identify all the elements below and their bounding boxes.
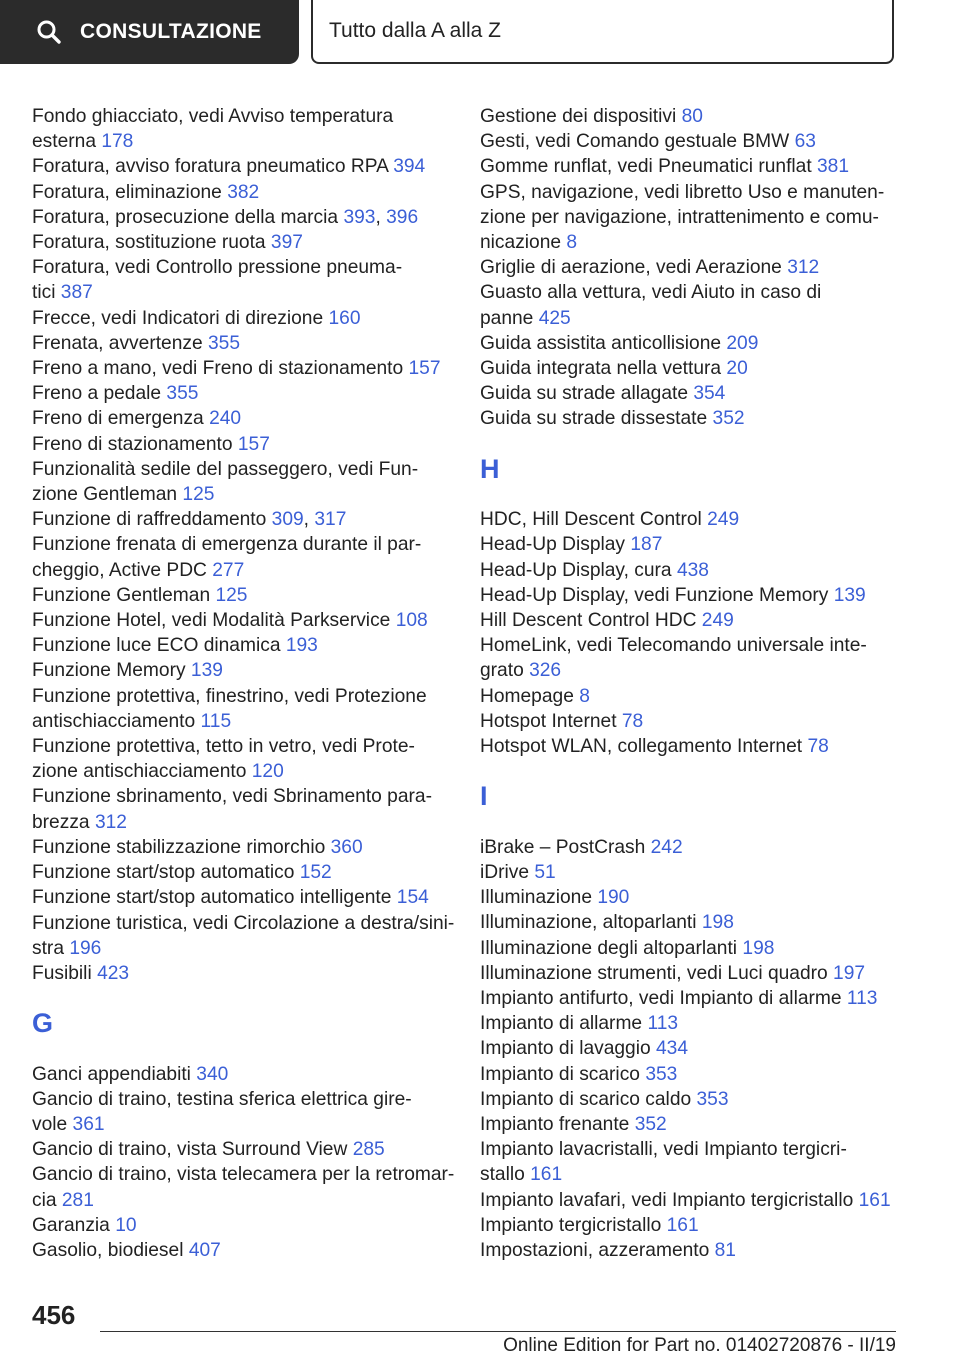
index-entry bbox=[32, 1062, 452, 1087]
index-entry bbox=[32, 406, 452, 431]
page-reference-link[interactable]: 154 bbox=[396, 887, 429, 909]
index-entry-text: zione per navigazione, intrattenimento e comu- bbox=[480, 206, 879, 228]
page-reference-link[interactable]: 78 bbox=[807, 736, 829, 758]
index-entry bbox=[480, 583, 900, 608]
page-reference-link[interactable]: 434 bbox=[656, 1038, 689, 1060]
index-entry bbox=[480, 1087, 900, 1112]
index-entry bbox=[32, 734, 452, 759]
page-reference-link[interactable]: 381 bbox=[817, 156, 850, 178]
page-reference-link[interactable]: 209 bbox=[726, 332, 759, 354]
index-entry-text: Hotspot WLAN, collegamento Internet bbox=[480, 736, 803, 758]
index-entry bbox=[32, 356, 452, 381]
page-reference-link[interactable]: 285 bbox=[352, 1139, 385, 1161]
index-entry-text: Head-Up Display, cura bbox=[480, 559, 672, 581]
index-entry-text: Impianto di scarico caldo bbox=[480, 1088, 692, 1110]
index-entry bbox=[480, 1011, 900, 1036]
page-reference-link[interactable]: 197 bbox=[833, 962, 866, 984]
index-entry-text: zione Gentleman bbox=[32, 484, 178, 506]
index-entry-continuation bbox=[32, 1112, 452, 1137]
index-entry-text: stra bbox=[32, 937, 64, 959]
index-entry bbox=[480, 280, 900, 305]
page-reference-link[interactable]: 355 bbox=[208, 332, 241, 354]
page-reference-link[interactable]: 352 bbox=[712, 408, 745, 430]
index-entry bbox=[480, 986, 900, 1011]
index-entry: Funzione di raffreddamento 309, 317 bbox=[32, 509, 347, 531]
index-entry bbox=[32, 255, 452, 280]
page-reference-link[interactable]: 242 bbox=[650, 836, 683, 858]
index-entry-text: Funzione luce ECO dinamica bbox=[32, 635, 281, 657]
index-entry-text: Illuminazione, altoparlanti bbox=[480, 912, 697, 934]
index-entry-text: stallo bbox=[480, 1164, 525, 1186]
index-entry bbox=[32, 532, 452, 557]
index-entry-text: Funzione stabilizzazione rimorchio bbox=[32, 836, 326, 858]
index-entry bbox=[480, 356, 900, 381]
page-reference-link[interactable]: 120 bbox=[251, 761, 284, 783]
index-entry bbox=[32, 1162, 455, 1187]
index-entry-continuation bbox=[480, 306, 900, 331]
index-entry-text: Hill Descent Control HDC bbox=[480, 610, 697, 632]
index-entry-text: Impostazioni, azzeramento bbox=[480, 1240, 710, 1262]
index-entry-text: Funzione protettiva, tetto in vetro, vedi Prote- bbox=[32, 736, 415, 758]
page-reference-link[interactable]: 317 bbox=[314, 509, 347, 531]
index-entry bbox=[480, 633, 900, 658]
index-entry-text: Fusibili bbox=[32, 962, 92, 984]
index-entry-text: Foratura, eliminazione bbox=[32, 181, 222, 203]
index-entry bbox=[480, 936, 900, 961]
page-reference-link[interactable]: 139 bbox=[190, 660, 223, 682]
index-entry bbox=[480, 885, 900, 910]
page-reference-link[interactable]: 352 bbox=[634, 1114, 667, 1136]
page-reference-link[interactable]: 178 bbox=[101, 131, 134, 153]
index-entry-text: Garanzia bbox=[32, 1214, 110, 1236]
index-entry-text: Funzione Memory bbox=[32, 660, 186, 682]
page-reference-link[interactable]: 249 bbox=[701, 610, 734, 632]
index-letter-heading: H bbox=[480, 453, 500, 484]
page-reference-link[interactable]: 382 bbox=[227, 181, 260, 203]
index-entry bbox=[32, 835, 452, 860]
page-reference-link[interactable]: 198 bbox=[742, 937, 775, 959]
index-entry bbox=[480, 835, 900, 860]
index-entry-text: Guida su strade allagate bbox=[480, 383, 688, 405]
page-reference-link[interactable]: 387 bbox=[60, 282, 93, 304]
index-entry-text: Guida integrata nella vettura bbox=[480, 358, 722, 380]
page-reference-link[interactable]: 360 bbox=[330, 836, 363, 858]
index-entry-continuation bbox=[32, 558, 452, 583]
page-reference-link[interactable]: 277 bbox=[212, 559, 245, 581]
page-reference-link[interactable]: 108 bbox=[395, 610, 428, 632]
footer-divider bbox=[100, 1331, 896, 1332]
index-entry-text: Guida assistita anticollisione bbox=[480, 332, 722, 354]
index-entry-text: Frecce, vedi Indicatori di direzione bbox=[32, 307, 324, 329]
index-entry-text: Ganci appendiabiti bbox=[32, 1063, 191, 1085]
page-reference-link[interactable]: 425 bbox=[538, 307, 571, 329]
index-entry bbox=[480, 381, 900, 406]
index-entry bbox=[480, 1112, 900, 1137]
index-entry bbox=[32, 154, 452, 179]
index-entry-text: iDrive bbox=[480, 862, 530, 883]
index-entry bbox=[32, 180, 452, 205]
index-entry-text: Funzione start/stop automatico bbox=[32, 862, 295, 884]
index-entry bbox=[32, 1213, 452, 1238]
index-entry bbox=[480, 684, 900, 709]
index-entry-text: grato bbox=[480, 660, 524, 682]
index-entry-text: antischiacciamento bbox=[32, 710, 196, 732]
index-entry-text: Funzione start/stop automatico intelligente bbox=[32, 887, 392, 909]
index-entry bbox=[480, 1036, 900, 1061]
chapter-title-tab bbox=[311, 0, 894, 64]
index-entry-continuation bbox=[480, 205, 900, 230]
index-entry bbox=[32, 331, 452, 356]
page-reference-link[interactable]: 8 bbox=[579, 685, 590, 707]
page-reference-link[interactable]: 340 bbox=[196, 1063, 229, 1085]
index-letter-heading: I bbox=[480, 781, 488, 812]
index-entry-continuation bbox=[32, 810, 452, 835]
page-reference-link[interactable]: 113 bbox=[647, 1013, 679, 1035]
page-reference-link[interactable]: 393 bbox=[343, 206, 376, 228]
index-entry-text: Impianto frenante bbox=[480, 1114, 630, 1136]
index-entry-text: Illuminazione strumenti, vedi Luci quadro bbox=[480, 962, 828, 984]
index-entry bbox=[32, 230, 452, 255]
index-entry bbox=[480, 734, 900, 759]
index-entry-continuation bbox=[32, 482, 452, 507]
index-entry-text: panne bbox=[480, 307, 534, 329]
page-reference-link[interactable]: 312 bbox=[94, 811, 127, 833]
index-entry bbox=[480, 331, 900, 356]
index-entry-continuation bbox=[32, 759, 452, 784]
page-reference-link[interactable]: 397 bbox=[270, 232, 303, 254]
index-entry-text: Illuminazione degli altoparlanti bbox=[480, 937, 738, 959]
page-reference-link[interactable]: 8 bbox=[566, 232, 578, 254]
index-entry-text: Freno di stazionamento bbox=[32, 433, 233, 455]
index-entry bbox=[32, 381, 452, 406]
index-entry-text: Funzione frenata di emergenza durante il par- bbox=[32, 534, 422, 556]
index-entry-text: nicazione bbox=[480, 232, 562, 254]
index-entry-text: cia bbox=[32, 1189, 57, 1211]
index-entry-text: HomeLink, vedi Telecomando universale inte- bbox=[480, 635, 867, 657]
index-entry-text: Funzione di raffreddamento bbox=[32, 509, 267, 531]
page-reference-link[interactable]: 249 bbox=[707, 509, 740, 531]
index-entry bbox=[480, 129, 900, 154]
index-entry bbox=[480, 910, 900, 935]
index-entry-text: GPS, navigazione, vedi libretto Uso e manuten- bbox=[480, 181, 885, 203]
index-column-left bbox=[32, 104, 455, 1263]
index-entry bbox=[32, 911, 455, 936]
page-reference-link[interactable]: 312 bbox=[787, 257, 820, 279]
index-entry-text: Funzione turistica, vedi Circolazione a destra/sini- bbox=[32, 912, 455, 934]
index-column-right bbox=[480, 104, 900, 1263]
index-entry bbox=[32, 306, 452, 331]
index-entry bbox=[480, 507, 900, 532]
page-reference-link[interactable]: 80 bbox=[681, 106, 703, 127]
page-reference-link[interactable]: 361 bbox=[72, 1114, 105, 1136]
index-entry-text: Impianto antifurto, vedi Impianto di allarme bbox=[480, 988, 842, 1010]
index-entry bbox=[480, 860, 900, 885]
index-entry-text: Impianto lavafari, vedi Impianto tergicristallo bbox=[480, 1189, 854, 1211]
index-entry-text: Freno a pedale bbox=[32, 383, 162, 405]
index-entry-text: Head-Up Display, vedi Funzione Memory bbox=[480, 584, 829, 606]
page-reference-link[interactable]: 78 bbox=[621, 710, 644, 732]
index-entry bbox=[32, 633, 452, 658]
footer-edition-text: Online Edition for Part no. 01402720876 - II/19 bbox=[503, 1335, 896, 1356]
index-entry bbox=[480, 1062, 900, 1087]
index-entry-text: tici bbox=[32, 282, 56, 304]
index-entry-text: Funzione Hotel, vedi Modalità Parkservice bbox=[32, 610, 391, 632]
page-reference-link[interactable]: 355 bbox=[166, 383, 199, 405]
header bbox=[0, 0, 960, 66]
page-reference-link[interactable]: 396 bbox=[386, 206, 419, 228]
index-entry bbox=[32, 658, 452, 683]
index-entry-text: Foratura, prosecuzione della marcia bbox=[32, 206, 339, 228]
index-entry-continuation bbox=[480, 230, 900, 255]
index-entry-text: Guida su strade dissestate bbox=[480, 408, 708, 430]
page-reference-link[interactable]: 281 bbox=[61, 1189, 94, 1211]
index-entry bbox=[32, 432, 452, 457]
index-entry-text: Gancio di traino, vista Surround View bbox=[32, 1139, 348, 1161]
index-entry bbox=[32, 860, 452, 885]
index-entry-text: Foratura, sostituzione ruota bbox=[32, 232, 266, 254]
page-reference-link[interactable]: 152 bbox=[299, 862, 332, 884]
index-entry-text: HDC, Hill Descent Control bbox=[480, 509, 702, 531]
index-entry bbox=[32, 684, 452, 709]
page-reference-link[interactable]: 187 bbox=[630, 534, 663, 556]
index-entry bbox=[480, 709, 900, 734]
index-entry-continuation bbox=[32, 280, 452, 305]
index-entry bbox=[480, 255, 900, 280]
index-entry bbox=[480, 180, 900, 205]
page-reference-link[interactable]: 423 bbox=[97, 962, 130, 984]
index-entry-text: Impianto tergicristallo bbox=[480, 1214, 662, 1236]
index-entry bbox=[32, 104, 452, 129]
page-reference-link[interactable]: 157 bbox=[237, 433, 270, 455]
index-entry-text: Impianto di scarico bbox=[480, 1063, 640, 1085]
index-entry-text: Impianto lavacristalli, vedi Impianto tergicri- bbox=[480, 1139, 847, 1161]
index-entry-continuation bbox=[480, 658, 900, 683]
page-reference-link[interactable]: 161 bbox=[858, 1189, 891, 1211]
page-reference-link[interactable]: 394 bbox=[393, 156, 426, 178]
index-entry-text: Funzione sbrinamento, vedi Sbrinamento para- bbox=[32, 786, 432, 808]
index-entry bbox=[480, 104, 900, 129]
index-entry bbox=[480, 1238, 900, 1263]
page-reference-link[interactable]: 193 bbox=[285, 635, 318, 657]
index-entry-text: Gancio di traino, testina sferica elettrica gire- bbox=[32, 1088, 412, 1110]
page-reference-link[interactable]: 354 bbox=[693, 383, 726, 405]
index-entry-text: Impianto di lavaggio bbox=[480, 1038, 651, 1060]
index-entry bbox=[32, 885, 452, 910]
page-reference-link[interactable]: 160 bbox=[328, 307, 361, 329]
page-reference-link[interactable]: 198 bbox=[701, 912, 734, 934]
index-entry bbox=[480, 154, 900, 179]
index-entry bbox=[32, 961, 452, 986]
search-icon bbox=[36, 19, 62, 45]
index-entry bbox=[480, 532, 900, 557]
index-entry-text: iBrake – PostCrash bbox=[480, 836, 646, 858]
index-entry-text: Foratura, vedi Controllo pressione pneuma- bbox=[32, 257, 403, 279]
index-entry-continuation bbox=[32, 1188, 452, 1213]
index-entry-text: Head-Up Display bbox=[480, 534, 626, 556]
index-entry bbox=[480, 1188, 900, 1213]
page-number: 456 bbox=[32, 1300, 76, 1330]
page-reference-link[interactable]: 125 bbox=[215, 584, 248, 606]
index-entry-text: Funzione Gentleman bbox=[32, 584, 211, 606]
index-entry-text: Homepage bbox=[480, 685, 574, 707]
page-reference-link[interactable]: 353 bbox=[696, 1088, 729, 1110]
index-entry-text: Foratura, avviso foratura pneumatico RPA bbox=[32, 156, 388, 178]
page-reference-link[interactable]: 309 bbox=[271, 509, 304, 531]
page-reference-link[interactable]: 63 bbox=[794, 131, 816, 153]
index-entry-text: Freno a mano, vedi Freno di stazionamento bbox=[32, 358, 404, 380]
index-entry bbox=[32, 784, 452, 809]
page-reference-link[interactable]: 157 bbox=[408, 358, 441, 380]
index-entry bbox=[32, 608, 452, 633]
index-entry bbox=[32, 583, 452, 608]
page-reference-link[interactable]: 407 bbox=[188, 1240, 221, 1262]
index-entry-text: Frenata, avvertenze bbox=[32, 332, 203, 354]
page-reference-link[interactable]: 161 bbox=[666, 1214, 699, 1236]
page-reference-link[interactable]: 161 bbox=[530, 1164, 563, 1186]
index-entry-text: Griglie di aerazione, vedi Aerazione bbox=[480, 257, 782, 279]
page-reference-link[interactable]: 326 bbox=[529, 660, 562, 682]
index-entry-text: Freno di emergenza bbox=[32, 408, 204, 430]
page-reference-link[interactable]: 190 bbox=[597, 887, 630, 909]
index-entry-text: Gancio di traino, vista telecamera per la retromar- bbox=[32, 1164, 455, 1186]
index-entry-text: cheggio, Active PDC bbox=[32, 559, 207, 581]
index-entry bbox=[480, 558, 900, 583]
index-entry bbox=[32, 1087, 452, 1112]
index-entry-continuation bbox=[32, 936, 452, 961]
index-entry-text: Gasolio, biodiesel bbox=[32, 1240, 184, 1262]
index-entry-text: Impianto di allarme bbox=[480, 1013, 643, 1035]
section-label: CONSULTAZIONE bbox=[80, 20, 262, 43]
index-entry-continuation bbox=[32, 129, 452, 154]
index-entry-text: Gomme runflat, vedi Pneumatici runflat bbox=[480, 156, 812, 178]
page-reference-link[interactable]: 353 bbox=[645, 1063, 678, 1085]
index-entry-text: Gesti, vedi Comando gestuale BMW bbox=[480, 131, 790, 153]
page-reference-link[interactable]: 438 bbox=[676, 559, 709, 581]
index-entry bbox=[480, 608, 900, 633]
index-entry-continuation bbox=[32, 709, 452, 734]
page-reference-link[interactable]: 20 bbox=[726, 358, 748, 380]
index-entry bbox=[32, 1137, 452, 1162]
index-letter-heading: G bbox=[32, 1008, 54, 1039]
page-reference-link[interactable]: 139 bbox=[833, 584, 866, 606]
index-entry: Foratura, prosecuzione della marcia 393, 396 bbox=[32, 206, 419, 228]
index-entry-text: Hotspot Internet bbox=[480, 710, 617, 732]
index-entry bbox=[480, 961, 900, 986]
index-entry-text: Funzione protettiva, finestrino, vedi Protezione bbox=[32, 685, 427, 707]
index-entry-text: vole bbox=[32, 1114, 68, 1136]
index-entry bbox=[480, 1137, 900, 1162]
index-entry bbox=[32, 457, 452, 482]
index-entry-text: Gestione dei dispositivi bbox=[480, 106, 677, 127]
page-reference-link[interactable]: 125 bbox=[182, 484, 215, 506]
index-entry bbox=[480, 1213, 900, 1238]
page-reference-link[interactable]: 240 bbox=[209, 408, 242, 430]
index-entry-text: Funzionalità sedile del passeggero, vedi Fun- bbox=[32, 458, 419, 480]
index-entry-continuation bbox=[480, 1162, 900, 1187]
chapter-title: Tutto dalla A alla Z bbox=[329, 19, 501, 42]
index-entry bbox=[480, 406, 900, 431]
index-entry bbox=[32, 1238, 452, 1263]
index-entry-text: Illuminazione bbox=[480, 887, 592, 909]
index-entry-text: zione antischiacciamento bbox=[32, 761, 247, 783]
index-entry-text: Fondo ghiacciato, vedi Avviso temperatura bbox=[32, 106, 394, 127]
page-reference-link[interactable]: 51 bbox=[534, 862, 556, 883]
page-reference-link[interactable]: 196 bbox=[69, 937, 102, 959]
page-reference-link[interactable]: 115 bbox=[200, 710, 232, 732]
index-entry-text: brezza bbox=[32, 811, 90, 833]
index-entry-text: esterna bbox=[32, 131, 96, 153]
page-reference-link[interactable]: 81 bbox=[714, 1240, 736, 1262]
index-entry-text: Guasto alla vettura, vedi Aiuto in caso di bbox=[480, 282, 822, 304]
page-reference-link[interactable]: 113 bbox=[846, 988, 878, 1010]
page-reference-link[interactable]: 10 bbox=[115, 1214, 137, 1236]
section-tab-consultazione[interactable] bbox=[0, 0, 299, 64]
